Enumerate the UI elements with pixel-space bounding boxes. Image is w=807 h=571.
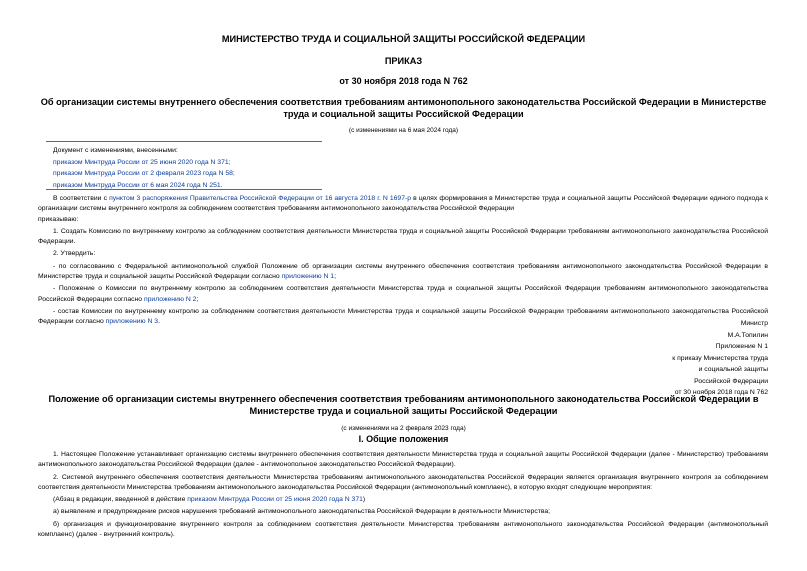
- appendix-3-link[interactable]: приложению N 3: [105, 318, 159, 326]
- signer-position: Министр: [740, 320, 768, 327]
- item-1: 1. Создать Комиссию по внутреннему контролю за соблюдением соответствия деятельности Министерства труда и социальной защиты Российской Федерации требованиям антимонопольного законодательства Российской Федерации.: [38, 227, 768, 246]
- appendix-ref-1: Приложение N 1: [715, 343, 768, 350]
- signer-name: М.А.Топилин: [727, 331, 768, 339]
- appendix-body: [38, 450, 768, 540]
- amendment-link-2020[interactable]: приказом Минтруда России от 25 июня 2020 года N 371: [187, 496, 363, 504]
- appendix-p2: 2. Системой внутреннего обеспечения соответствия деятельности Министерства требованиям антимонопольного законодательства Российской Федерации является организация внутреннего контроля за соблюдением соответствия деятельности Министерства требованиям антимонопольного законодательства Российской Федерации (антимонопольный комплаенс), в которую входят следующие мероприятия:: [38, 473, 768, 491]
- appendix-2-link[interactable]: приложению N 2: [143, 295, 197, 303]
- decree-link[interactable]: пунктом 3 распоряжения Правительства Российской Федерации от 16 августа 2018 г. N 1697-р: [109, 195, 412, 202]
- item-2b: - Положение о Комиссии по внутреннему контролю за соблюдением соответствия деятельности Министерства труда и социальной защиты Российской Федерации требованиям антимонопольного законодательства Российской Федерации согласно приложению N 2;: [38, 285, 768, 303]
- change-link-2020[interactable]: приказом Минтруда России от 25 июня 2020 года N 371;: [53, 158, 231, 166]
- appendix-title: Положение об организации системы внутреннего обеспечения соответствия требованиям антимонопольного законодательства Российской Федерации в Министерстве труда и социальной защиты Российской Федерации: [48, 394, 759, 416]
- signature-block: [672, 318, 768, 399]
- changes-top-rule: [46, 141, 322, 142]
- appendix-pb: б) организация и функционирование внутреннего контроля за соблюдением соответствия деятельности Министерства требованиям антимонопольного законодательства Российской Федерации (антимонопольный комплаенс) (далее - внутренний контроль).: [38, 520, 768, 539]
- appendix-ref-5: от 30 ноября 2018 года N 762: [674, 389, 768, 396]
- changes-caption: Документ с изменениями, внесенными:: [53, 147, 178, 154]
- order-word: приказываю:: [38, 215, 79, 223]
- order-body: [38, 194, 768, 328]
- order-subject: Об организации системы внутреннего обеспечения соответствия требованиям антимонопольного законодательства Российской Федерации в Министерстве труда и социальной защиты Российской Федерации: [40, 97, 767, 119]
- changes-block: [53, 145, 235, 191]
- appendix-pa: а) выявление и предупреждение рисков нарушения требований антимонопольного законодательства Российской Федерации в деятельности Министерства;: [53, 508, 551, 516]
- ministry-title: МИНИСТЕРСТВО ТРУДА И СОЦИАЛЬНОЙ ЗАЩИТЫ РОССИЙСКОЙ ФЕДЕРАЦИИ: [221, 34, 586, 44]
- preamble: В соответствии с пунктом 3 распоряжения Правительства Российской Федерации от 16 августа 2018 г. N 1697-р в целях формирования в Министерстве труда и социальной защиты Российской Федерации единого подхода к организации системы внутреннего контроля за соблюдением соответствия требованиям антимонопольного законодательства Российской Федерации: [38, 195, 768, 213]
- appendix-ref-2: к приказу Министерства труда: [672, 354, 768, 362]
- item-2a: - по согласованию с Федеральной антимонопольной службой Положение об организации системы внутреннего обеспечения соответствия требованиям антимонопольного законодательства Российской Федерации в Министерстве труда и социальной защиты Российской Федерации согласно приложению N 1;: [38, 262, 768, 281]
- section-title: I. Общие положения: [358, 434, 449, 444]
- change-link-2024[interactable]: приказом Минтруда России от 6 мая 2024 года N 251.: [53, 181, 223, 189]
- appendix-1-link[interactable]: приложению N 1: [281, 273, 335, 281]
- item-2c: - состав Комиссии по внутреннему контролю за соблюдением соответствия деятельности Министерства труда и социальной защиты Российской Федерации требованиям антимонопольного законодательства Российской Федерации согласно приложению N 3.: [38, 307, 768, 326]
- doc-type: ПРИКАЗ: [384, 56, 423, 66]
- change-link-2023[interactable]: приказом Минтруда России от 2 февраля 2023 года N 58;: [53, 170, 235, 177]
- order-date-number: от 30 ноября 2018 года N 762: [339, 76, 468, 86]
- appendix-p1: 1. Настоящее Положение устанавливает организацию системы внутреннего обеспечения соответствия деятельности Министерства труда и социальной защиты Российской Федерации (далее - Министерство) требованиям антимонопольного законодательства Российской Федерации (далее - антимонопольное законодательство Российской Федерации).: [38, 451, 768, 469]
- appendix-amended-note: (с изменениями на 2 февраля 2023 года): [341, 425, 466, 432]
- item-2: 2. Утвердить:: [53, 250, 96, 258]
- appendix-ref-4: Российской Федерации: [694, 377, 768, 385]
- amended-note: (с изменениями на 6 мая 2024 года): [348, 127, 459, 134]
- changes-bottom-rule: [46, 189, 322, 190]
- appendix-p2-note: (Абзац в редакции, введенной в действие приказом Минтруда России от 25 июня 2020 года N 371): [53, 496, 366, 504]
- appendix-ref-3: и социальной защиты: [698, 366, 768, 373]
